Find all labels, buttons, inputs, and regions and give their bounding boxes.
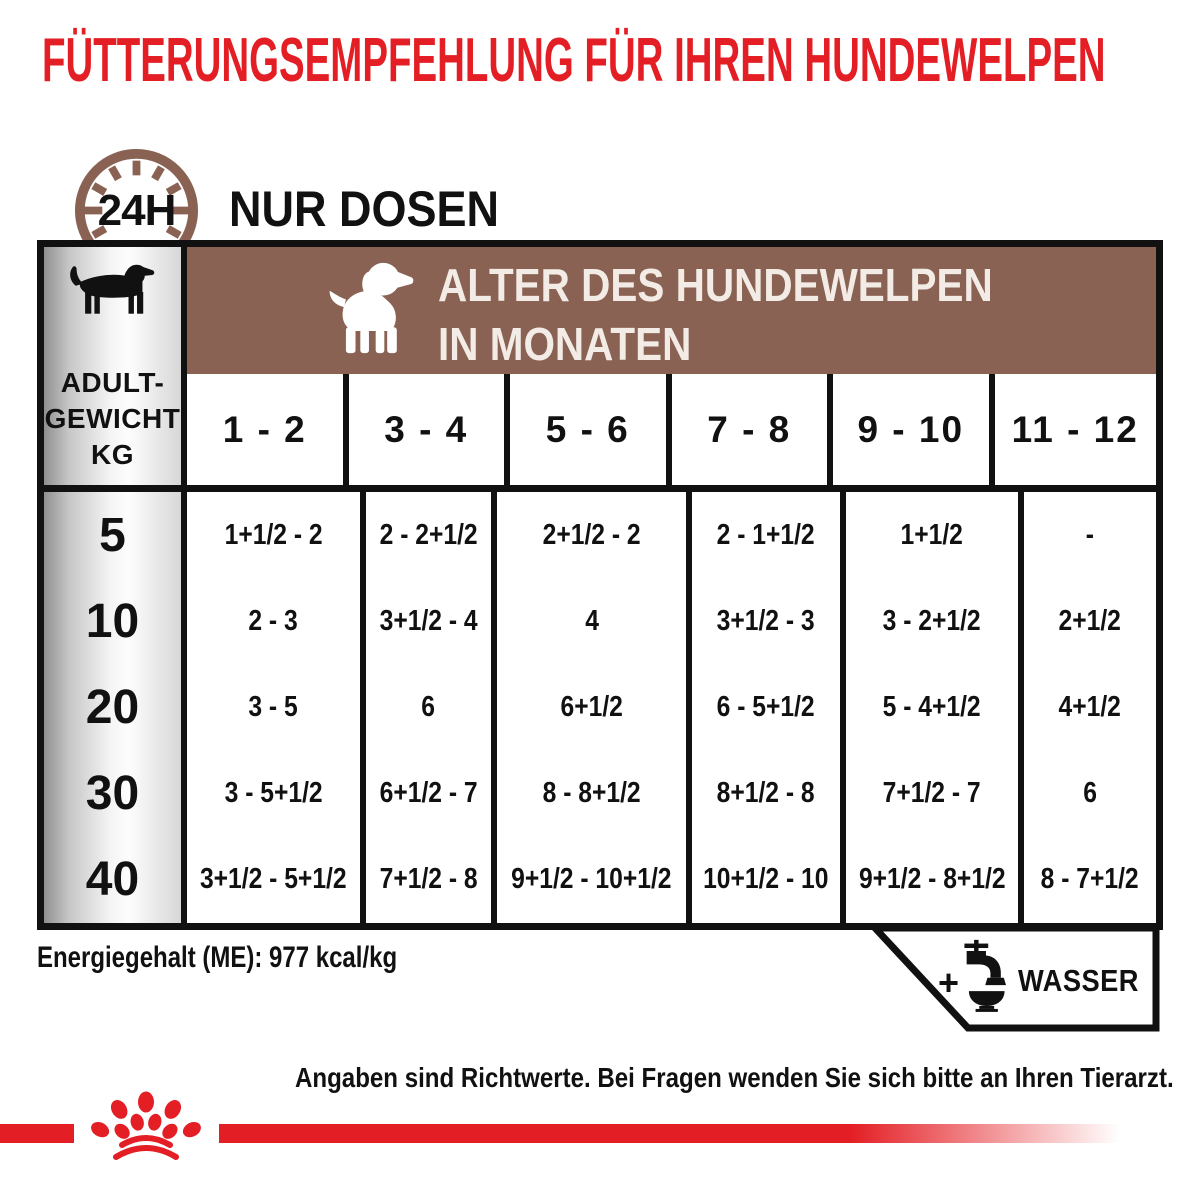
table-cell: 1+1/2 - 2 [187, 492, 366, 578]
feeding-table [37, 240, 1163, 930]
table-cell: 9+1/2 - 8+1/2 [846, 837, 1025, 923]
table-cell: 7+1/2 - 8 [366, 837, 498, 923]
table-cell: 4+1/2 [1058, 690, 1122, 723]
weight-label: 5 [99, 508, 126, 562]
table-cell: 3 - 5+1/2 [187, 751, 366, 837]
age-column-header: 5 - 6 [510, 374, 672, 485]
weight-column [44, 247, 187, 923]
table-cell: 5 - 4+1/2 [846, 664, 1025, 750]
age-header-line2: IN MONATEN [438, 318, 692, 370]
table-cell: 1+1/2 [846, 492, 1025, 578]
clock-24h-label: 24H [97, 185, 176, 235]
weight-header-line2: GEWICHT [44, 403, 181, 434]
age-column-header: 3 - 4 [349, 374, 511, 485]
table-cell: 6 [1083, 777, 1097, 810]
plus-sign: + [938, 962, 960, 1003]
table-cell: 9+1/2 - 10+1/2 [497, 837, 692, 923]
weight-label: 30 [85, 767, 140, 821]
age-column-header: 11 - 12 [1011, 408, 1139, 450]
table-cell: 3 - 5 [187, 664, 366, 750]
table-cell: 6 - 5+1/2 [692, 664, 846, 750]
age-column-header: 9 - 10 [833, 374, 995, 485]
table-cell: 8 - 7+1/2 [1041, 863, 1140, 896]
feeding-type-label: NUR DOSEN [229, 181, 500, 237]
table-cell: 4 [497, 578, 692, 664]
table-cell: - [1085, 518, 1095, 551]
weight-label: 20 [85, 680, 140, 734]
table-cell: 8 - 8+1/2 [497, 751, 692, 837]
table-cell: 6 [366, 664, 498, 750]
page-title: FÜTTERUNGSEMPFEHLUNG FÜR IHREN HUNDEWELPEN [42, 26, 1106, 95]
header-separator-line [44, 485, 1156, 492]
red-bar-left [0, 1124, 74, 1143]
water-tap-icon [957, 938, 1009, 1016]
age-column-headers [187, 374, 1156, 485]
table-cell: 2+1/2 - 2 [497, 492, 692, 578]
age-header-line1: ALTER DES HUNDEWELPEN [438, 259, 993, 311]
table-cell: 6+1/2 [497, 664, 692, 750]
table-cell: 8+1/2 - 8 [692, 751, 846, 837]
table-cell: 3+1/2 - 5+1/2 [187, 837, 366, 923]
red-bar-right [219, 1124, 1120, 1143]
adult-dog-icon [66, 261, 160, 323]
age-column-header: 7 - 8 [672, 374, 834, 485]
table-cell: 3+1/2 - 4 [366, 578, 498, 664]
weight-header-line3: KG [91, 439, 134, 470]
age-header-band [187, 247, 1156, 374]
feeding-values-grid [187, 492, 1156, 923]
energy-note: Energiegehalt (ME): 977 kcal/kg [37, 941, 398, 974]
weight-row-labels [44, 492, 181, 923]
age-column-header: 1 - 2 [187, 374, 349, 485]
weight-label: 10 [85, 594, 140, 648]
table-cell: 10+1/2 - 10 [692, 837, 846, 923]
crown-paw-logo [82, 1082, 210, 1166]
table-cell: 3+1/2 - 3 [692, 578, 846, 664]
table-cell: 3 - 2+1/2 [846, 578, 1025, 664]
table-cell: 2 - 3 [187, 578, 366, 664]
weight-column-header [44, 365, 181, 473]
table-cell: 7+1/2 - 7 [846, 751, 1025, 837]
table-cell: 2 - 2+1/2 [366, 492, 498, 578]
table-cell: 2 - 1+1/2 [692, 492, 846, 578]
disclaimer-note: Angaben sind Richtwerte. Bei Fragen wenden Sie sich bitte an Ihren Tierarzt. [295, 1062, 1174, 1093]
weight-header-line1: ADULT- [60, 367, 165, 398]
water-label: WASSER [1018, 963, 1139, 998]
table-cell: 2+1/2 [1058, 604, 1122, 637]
puppy-icon [320, 257, 416, 359]
weight-label: 40 [85, 853, 140, 907]
table-cell: 6+1/2 - 7 [366, 751, 498, 837]
